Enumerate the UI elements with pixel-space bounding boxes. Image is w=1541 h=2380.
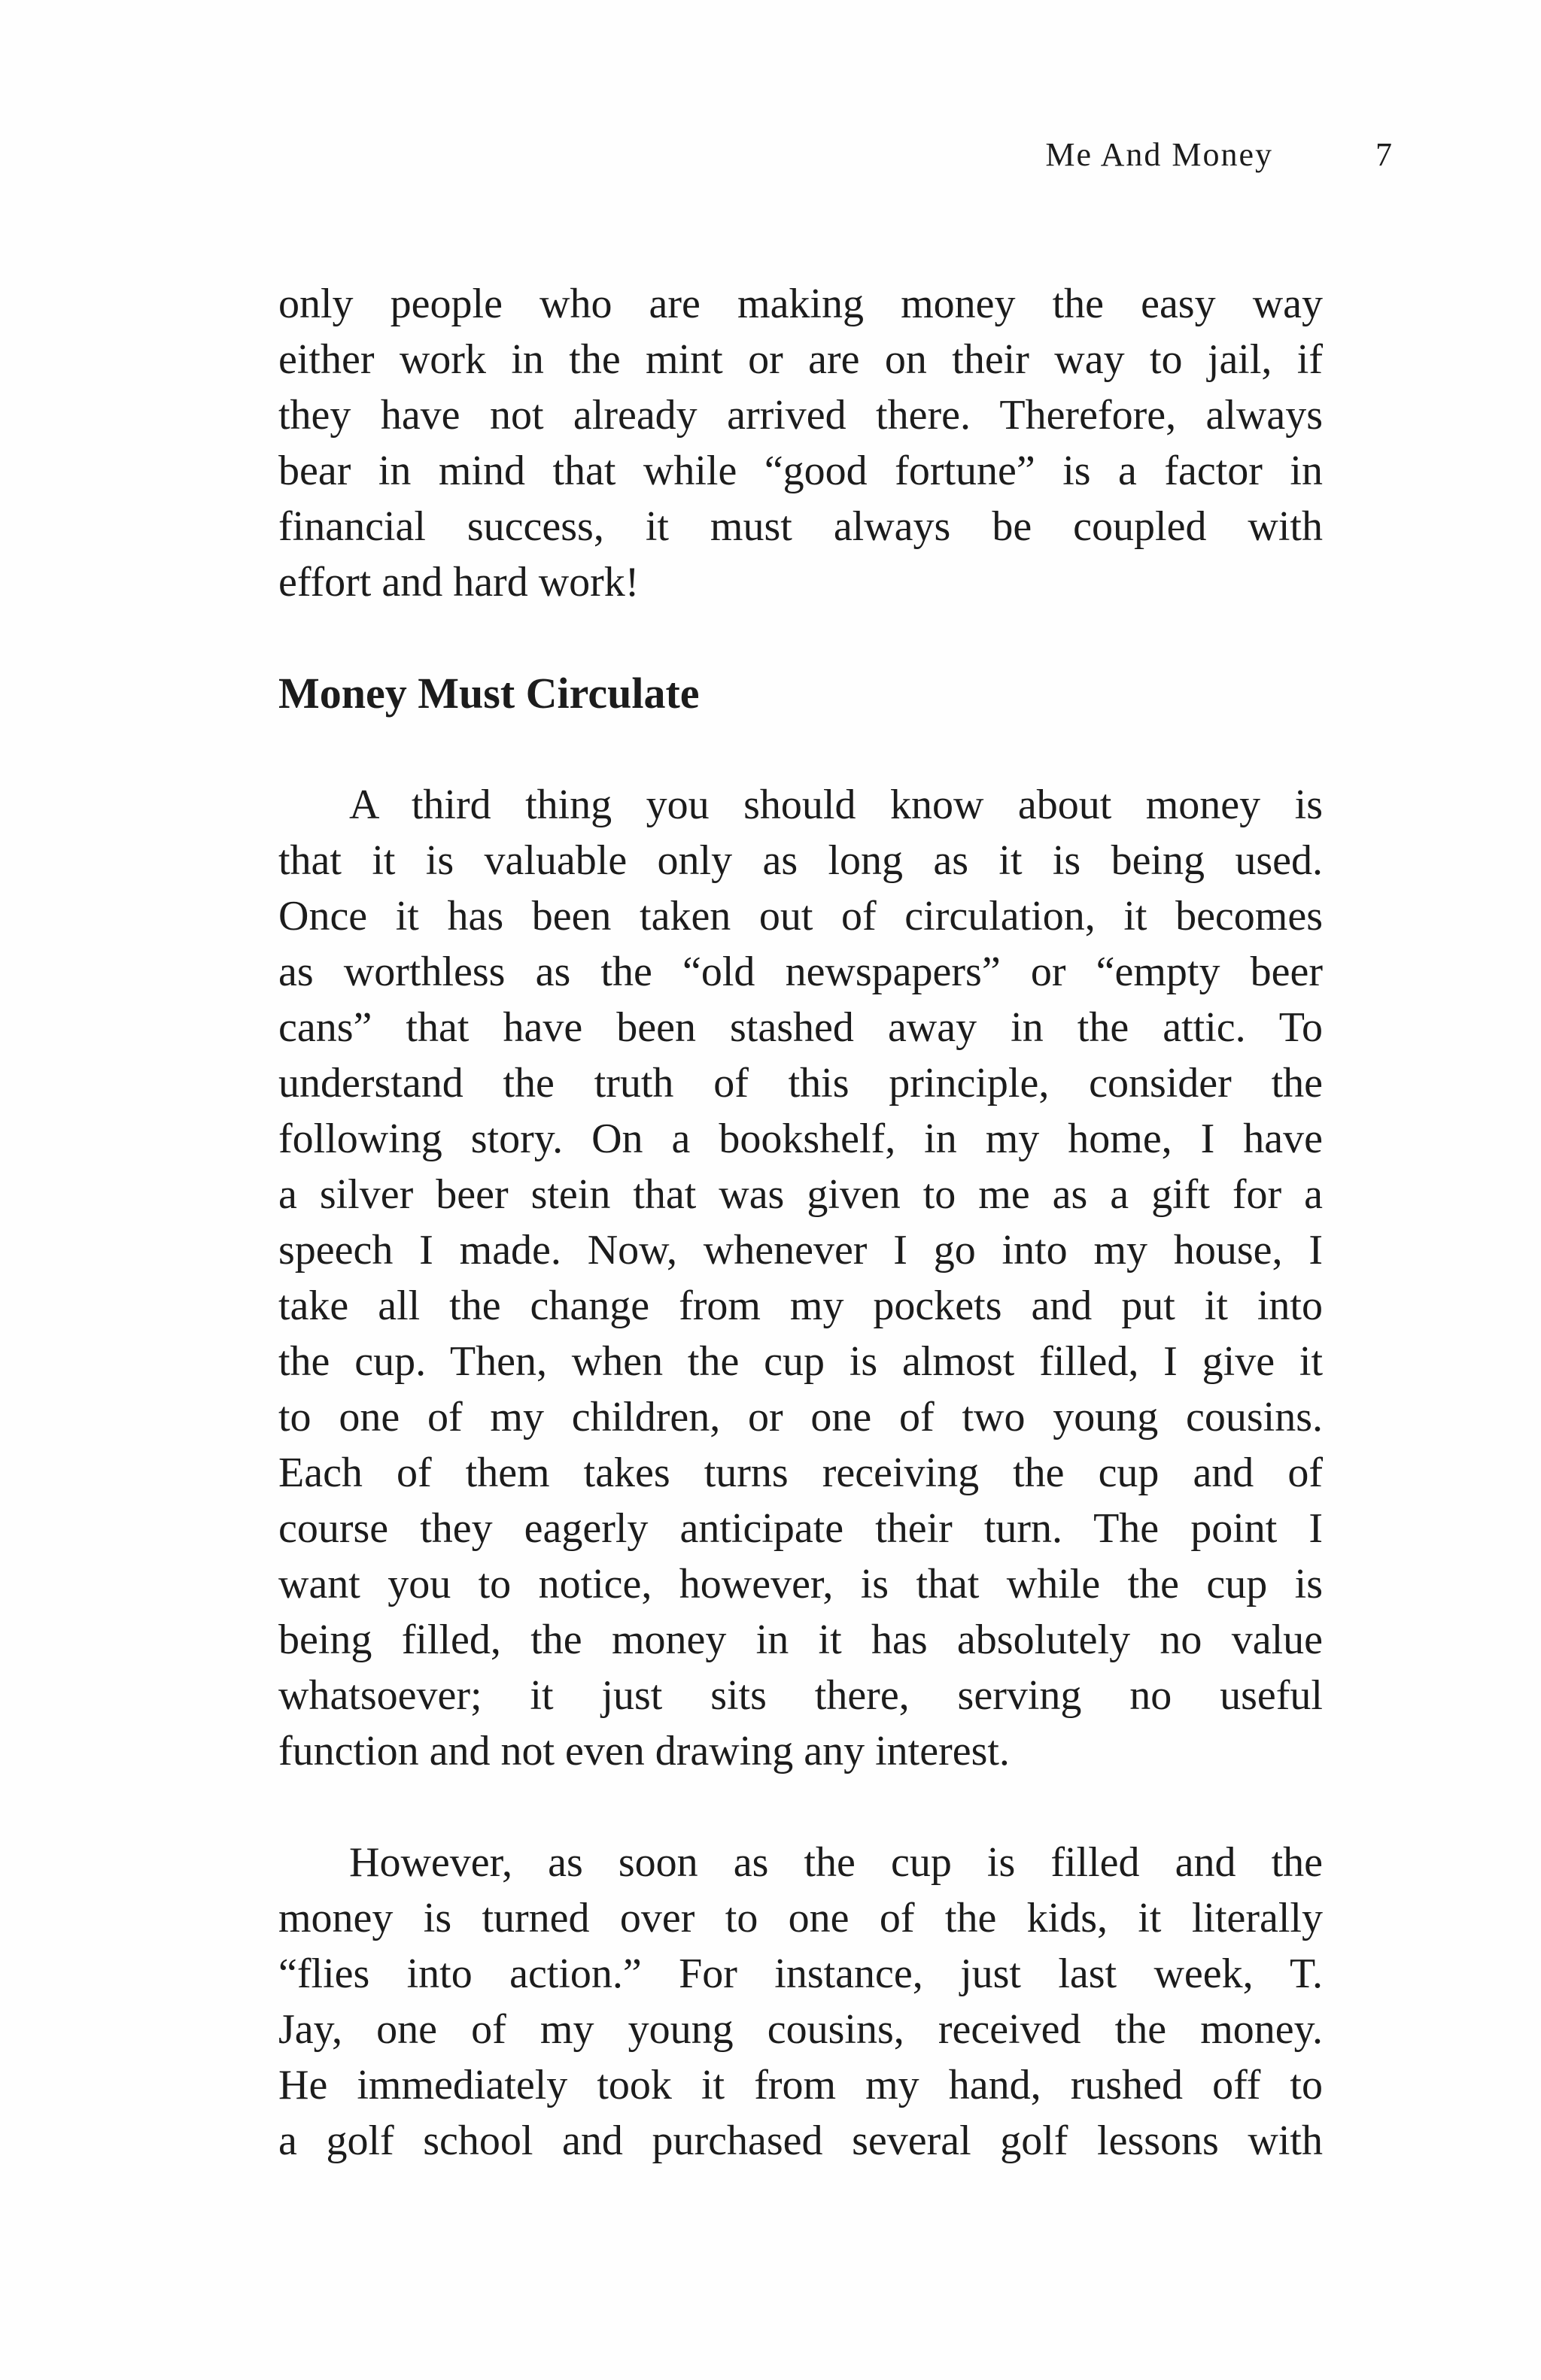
paragraph-3 bbox=[278, 1835, 1323, 2169]
paragraph-gap bbox=[278, 1779, 1323, 1835]
text-line: However, as soon as the cup is filled and the bbox=[349, 1839, 1323, 1886]
text-line: only people who are making money the easy way bbox=[278, 281, 1323, 327]
text-line: A third thing you should know about money is bbox=[349, 782, 1323, 828]
text-line: the cup. Then, when the cup is almost filled, I give it bbox=[278, 1338, 1323, 1385]
text-line: whatsoever; it just sits there, serving no useful bbox=[278, 1672, 1323, 1719]
text-line: function and not even drawing any interest. bbox=[278, 1728, 1010, 1774]
text-line: speech I made. Now, whenever I go into my house, I bbox=[278, 1227, 1323, 1273]
paragraph-2 bbox=[278, 777, 1323, 1779]
text-line: effort and hard work! bbox=[278, 559, 640, 606]
text-line: a silver beer stein that was given to me as a gift for a bbox=[278, 1171, 1323, 1218]
page-number: 7 bbox=[1375, 136, 1394, 173]
text-line: as worthless as the “old newspapers” or “empty beer bbox=[278, 949, 1323, 995]
body-text bbox=[278, 276, 1323, 2169]
section-heading: Money Must Circulate bbox=[278, 669, 700, 718]
text-line: to one of my children, or one of two young cousins. bbox=[278, 1394, 1323, 1440]
text-line: He immediately took it from my hand, rushed off to bbox=[278, 2062, 1323, 2108]
text-line: want you to notice, however, is that while the cup is bbox=[278, 1561, 1323, 1607]
text-line: money is turned over to one of the kids, it literally bbox=[278, 1895, 1323, 1941]
text-line: course they eagerly anticipate their turn. The point I bbox=[278, 1505, 1323, 1552]
paragraph-gap bbox=[278, 721, 1323, 777]
text-line: a golf school and purchased several golf lessons with bbox=[278, 2117, 1323, 2164]
text-line: Jay, one of my young cousins, received the money. bbox=[278, 2006, 1323, 2053]
paragraph-1 bbox=[278, 276, 1323, 610]
paragraph-gap bbox=[278, 610, 1323, 666]
text-line: either work in the mint or are on their way to jail, if bbox=[278, 336, 1323, 383]
running-head-title: Me And Money bbox=[1045, 136, 1273, 173]
text-line: Each of them takes turns receiving the cup and of bbox=[278, 1450, 1323, 1496]
text-line: being filled, the money in it has absolutely no value bbox=[278, 1617, 1323, 1663]
text-line: “flies into action.” For instance, just last week, T. bbox=[278, 1950, 1323, 1997]
text-line: understand the truth of this principle, consider the bbox=[278, 1060, 1323, 1107]
text-line: they have not already arrived there. Therefore, always bbox=[278, 392, 1323, 439]
text-line: Once it has been taken out of circulation, it becomes bbox=[278, 893, 1323, 940]
text-line: take all the change from my pockets and put it into bbox=[278, 1283, 1323, 1329]
text-line: bear in mind that while “good fortune” is a factor in bbox=[278, 448, 1323, 494]
text-line: financial success, it must always be coupled with bbox=[278, 503, 1323, 550]
text-line: cans” that have been stashed away in the attic. To bbox=[278, 1004, 1323, 1051]
text-line: following story. On a bookshelf, in my home, I have bbox=[278, 1116, 1323, 1162]
running-head bbox=[828, 135, 1400, 181]
text-line: that it is valuable only as long as it is being used. bbox=[278, 837, 1323, 884]
